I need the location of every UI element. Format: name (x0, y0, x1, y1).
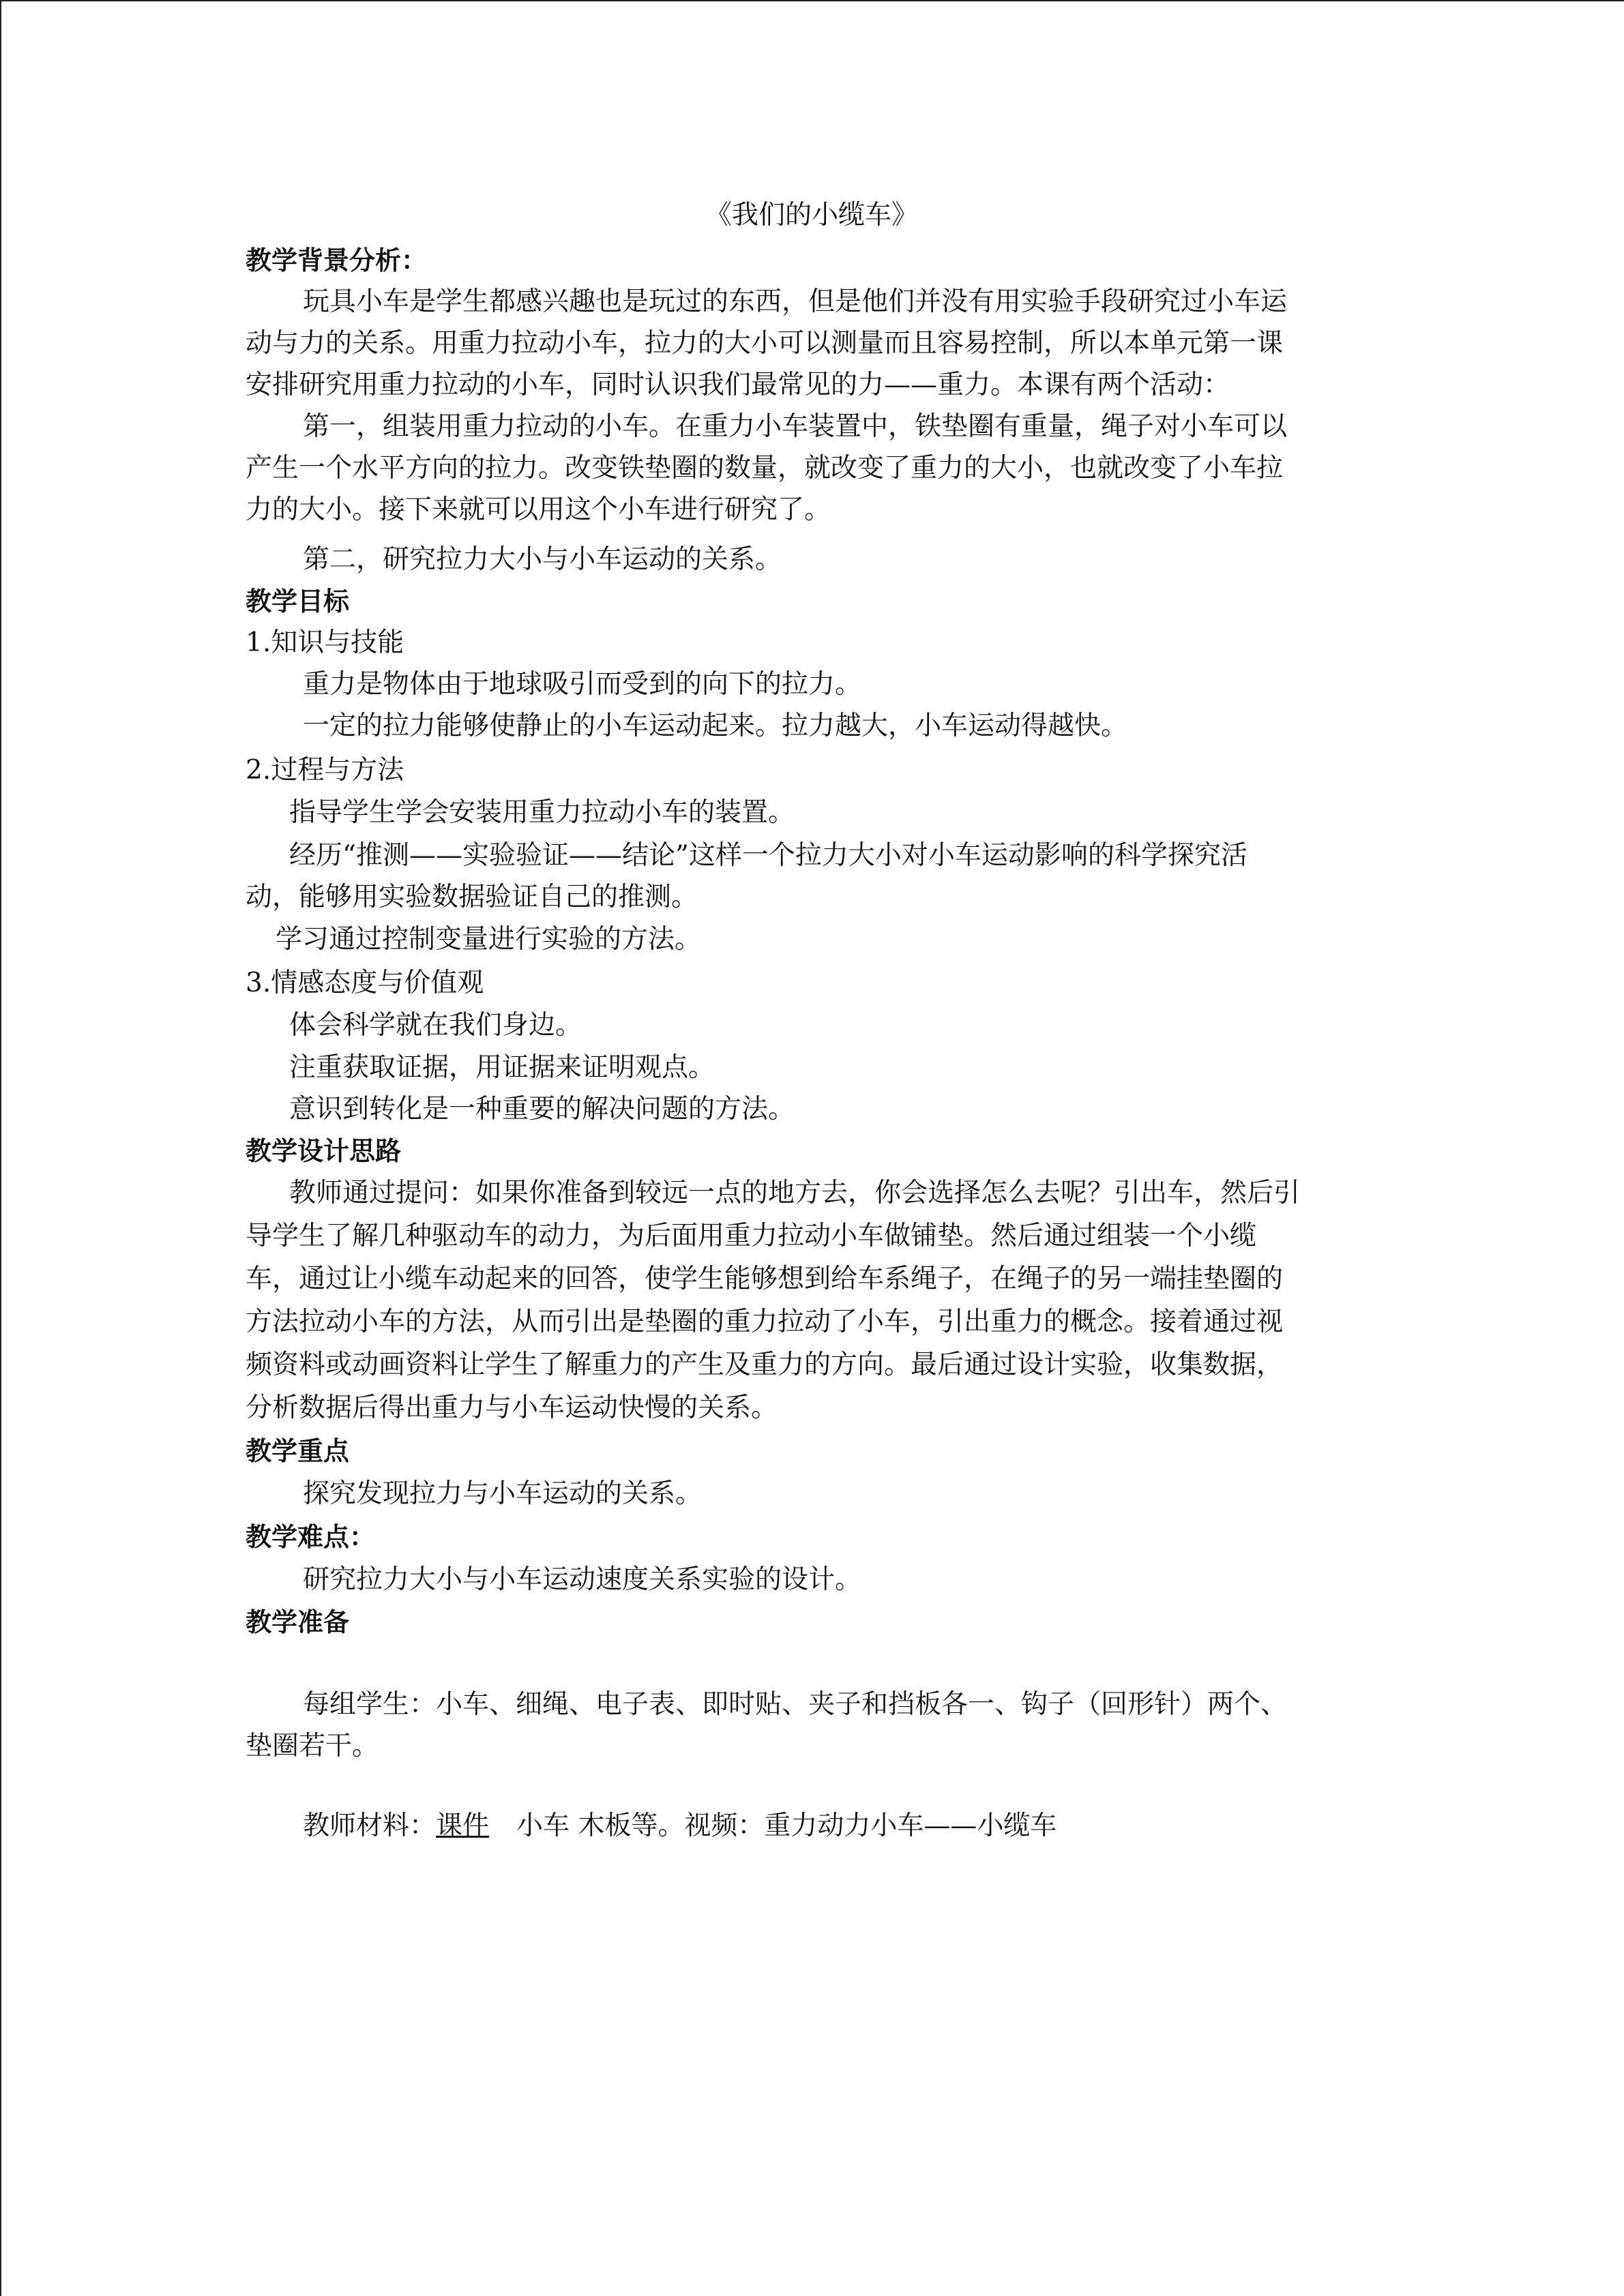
paragraph-line: 导学生了解几种驱动车的动力，为后面用重力拉动小车做铺垫。然后通过组装一个小缆 (246, 1221, 1257, 1251)
paragraph-line: 产生一个水平方向的拉力。改变铁垫圈的数量，就改变了重力的大小，也就改变了小车拉 (246, 453, 1284, 483)
page-border-left (0, 0, 1, 2296)
teacher-materials-rest: 小车 木板等。视频：重力动力小车——小缆车 (516, 1810, 1057, 1841)
list-item: 经历“推测——实验验证——结论”这样一个拉力大小对小车运动影响的科学探究活 (289, 840, 1247, 871)
paragraph-line: 方法拉动小车的方法，从而引出是垫圈的重力拉动了小车，引出重力的概念。接着通过视 (246, 1307, 1284, 1337)
list-item: 体会科学就在我们身边。 (289, 1010, 582, 1041)
student-materials-line: 每组学生：小车、细绳、电子表、即时贴、夹子和挡板各一、钩子（回形针）两个、 (303, 1689, 1288, 1720)
list-item: 重力是物体由于地球吸引而受到的向下的拉力。 (303, 669, 862, 700)
section-heading-design: 教学设计思路 (246, 1136, 402, 1166)
section-heading-key-point: 教学重点 (246, 1436, 350, 1466)
list-item: 动，能够用实验数据验证自己的推测。 (246, 882, 698, 912)
paragraph-line: 动与力的关系。用重力拉动小车，拉力的大小可以测量而且容易控制，所以本单元第一课 (246, 328, 1284, 359)
student-materials-line: 垫圈若干。 (246, 1731, 379, 1761)
list-item: 意识到转化是一种重要的解决问题的方法。 (289, 1094, 795, 1124)
subheading-attitude: 3.情感态度与价值观 (246, 968, 484, 998)
list-item: 指导学生学会安装用重力拉动小车的装置。 (289, 797, 795, 828)
courseware-link[interactable]: 课件 (436, 1810, 490, 1841)
paragraph-line: 教师通过提问：如果你准备到较远一点的地方去，你会选择怎么去呢？引出车，然后引 (289, 1178, 1301, 1208)
section-heading-objectives: 教学目标 (246, 586, 350, 616)
paragraph-line: 车，通过让小缆车动起来的回答，使学生能够想到给车系绳子，在绳子的另一端挂垫圈的 (246, 1264, 1284, 1294)
list-item: 学习通过控制变量进行实验的方法。 (276, 924, 702, 955)
paragraph-line: 分析数据后得出重力与小车运动快慢的关系。 (246, 1392, 778, 1423)
paragraph-line: 频资料或动画资料让学生了解重力的产生及重力的方向。最后通过设计实验，收集数据， (246, 1350, 1284, 1380)
section-heading-difficulty: 教学难点： (246, 1522, 376, 1552)
paragraph-line: 第二，研究拉力大小与小车运动的关系。 (303, 544, 782, 575)
teacher-materials-line (303, 1806, 1057, 1847)
page-title: 《我们的小缆车》 (705, 200, 918, 230)
paragraph-line: 第一，组装用重力拉动的小车。在重力小车装置中，铁垫圈有重量，绳子对小车可以 (303, 411, 1288, 442)
section-heading-background: 教学背景分析： (246, 245, 428, 275)
teacher-materials-label: 教师材料： (303, 1810, 437, 1841)
page-border-top (0, 0, 1624, 1)
subheading-process: 2.过程与方法 (246, 755, 404, 786)
section-heading-preparation: 教学准备 (246, 1607, 350, 1637)
list-item: 一定的拉力能够使静止的小车运动起来。拉力越大，小车运动得越快。 (303, 711, 1128, 741)
paragraph-line: 玩具小车是学生都感兴趣也是玩过的东西，但是他们并没有用实验手段研究过小车运 (303, 286, 1288, 317)
list-item: 注重获取证据，用证据来证明观点。 (289, 1052, 715, 1083)
paragraph-line: 力的大小。接下来就可以用这个小车进行研究了。 (246, 494, 831, 525)
key-point-text: 探究发现拉力与小车运动的关系。 (303, 1478, 703, 1509)
difficulty-text: 研究拉力大小与小车运动速度关系实验的设计。 (303, 1564, 862, 1595)
paragraph-line: 安排研究用重力拉动的小车，同时认识我们最常见的力——重力。本课有两个活动： (246, 370, 1230, 400)
subheading-knowledge: 1.知识与技能 (246, 627, 404, 658)
